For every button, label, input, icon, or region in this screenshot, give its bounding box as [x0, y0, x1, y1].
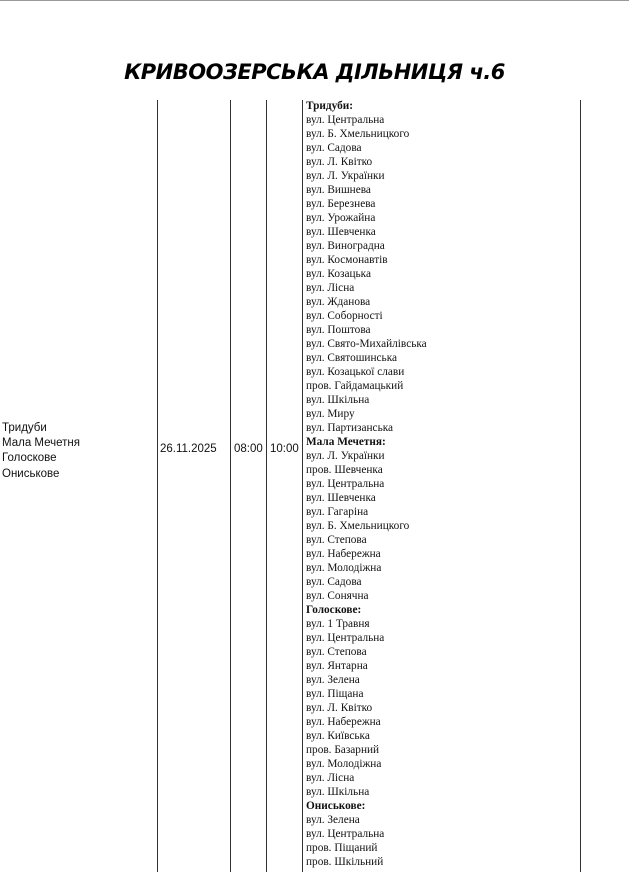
- street-item: вул. Зелена: [306, 674, 360, 686]
- street-item: пров. Піщаний: [306, 842, 378, 854]
- street-item: вул. Зелена: [306, 814, 360, 826]
- street-item: пров. Шкільний: [306, 856, 384, 868]
- table-divider-2: [230, 100, 231, 872]
- street-item: вул. Б. Хмельницкого: [306, 128, 410, 140]
- settlement-heading: Мала Мечетня:: [306, 436, 386, 448]
- streets-cell: [306, 99, 427, 869]
- street-item: вул. Партизанська: [306, 422, 394, 434]
- street-item: вул. 1 Травня: [306, 618, 370, 630]
- street-item: вул. Л. Квітко: [306, 702, 373, 714]
- street-item: вул. Садова: [306, 576, 362, 588]
- street-item: вул. Центральна: [306, 478, 385, 490]
- settlement-heading: Ониськове:: [306, 800, 366, 812]
- street-item: вул. Л. Українки: [306, 450, 385, 462]
- street-item: вул. Козацька: [306, 268, 372, 280]
- page-top-border: [0, 0, 629, 1]
- settlement-heading: Голоскове:: [306, 604, 362, 616]
- street-item: вул. Козацької слави: [306, 366, 405, 378]
- street-item: вул. Поштова: [306, 324, 371, 336]
- street-item: вул. Київська: [306, 730, 370, 742]
- street-item: вул. Молодіжна: [306, 758, 382, 770]
- table-divider-5: [580, 100, 581, 872]
- street-item: вул. Сонячна: [306, 590, 369, 602]
- street-item: вул. Шкільна: [306, 786, 370, 798]
- street-item: вул. Урожайна: [306, 212, 376, 224]
- street-item: вул. Свято-Михайлівська: [306, 338, 427, 350]
- table-divider-4: [302, 100, 303, 872]
- street-item: вул. Садова: [306, 142, 362, 154]
- street-item: вул. Лісна: [306, 282, 355, 294]
- street-item: вул. Степова: [306, 646, 367, 658]
- settlement-name: Голоскове: [2, 452, 57, 465]
- table-divider-1: [157, 100, 158, 872]
- time-to-cell: 10:00: [270, 443, 299, 455]
- street-item: вул. Соборності: [306, 310, 383, 322]
- table-divider-3: [266, 100, 267, 872]
- page-title: КРИВООЗЕРСЬКА ДІЛЬНИЦЯ ч.6: [124, 60, 505, 84]
- street-item: вул. Шкільна: [306, 394, 370, 406]
- date-cell: 26.11.2025: [160, 443, 217, 455]
- street-item: вул. Шевченка: [306, 492, 376, 504]
- settlements-cell: [2, 421, 80, 482]
- street-item: вул. Набережна: [306, 716, 381, 728]
- settlement-name: Тридуби: [2, 422, 47, 434]
- street-item: вул. Центральна: [306, 114, 385, 126]
- street-item: вул. Лісна: [306, 772, 355, 784]
- street-item: вул. Гагаріна: [306, 506, 369, 518]
- settlement-name: Мала Мечетня: [2, 437, 80, 450]
- street-item: вул. Молодіжна: [306, 562, 382, 574]
- street-item: вул. Янтарна: [306, 660, 368, 672]
- street-item: вул. Набережна: [306, 548, 381, 560]
- street-item: вул. Піщана: [306, 688, 364, 700]
- time-from-cell: 08:00: [234, 443, 263, 455]
- street-item: вул. Вишнева: [306, 184, 371, 196]
- street-item: вул. Л. Українки: [306, 170, 385, 182]
- street-item: вул. Шевченка: [306, 226, 376, 238]
- settlement-name: Ониськове: [2, 467, 60, 480]
- street-item: вул. Центральна: [306, 632, 385, 644]
- street-item: вул. Центральна: [306, 828, 385, 840]
- street-item: пров. Гайдамацький: [306, 380, 404, 392]
- street-item: вул. Степова: [306, 534, 367, 546]
- street-item: пров. Базарний: [306, 744, 380, 756]
- street-item: вул. Миру: [306, 408, 355, 420]
- street-item: вул. Жданова: [306, 296, 371, 308]
- street-item: вул. Березнева: [306, 198, 376, 210]
- street-item: вул. Космонавтів: [306, 254, 388, 266]
- settlement-heading: Тридуби:: [306, 100, 354, 112]
- street-item: пров. Шевченка: [306, 464, 383, 476]
- street-item: вул. Святошинська: [306, 352, 398, 364]
- street-item: вул. Л. Квітко: [306, 156, 373, 168]
- street-item: вул. Б. Хмельницкого: [306, 520, 410, 532]
- street-item: вул. Виноградна: [306, 240, 385, 252]
